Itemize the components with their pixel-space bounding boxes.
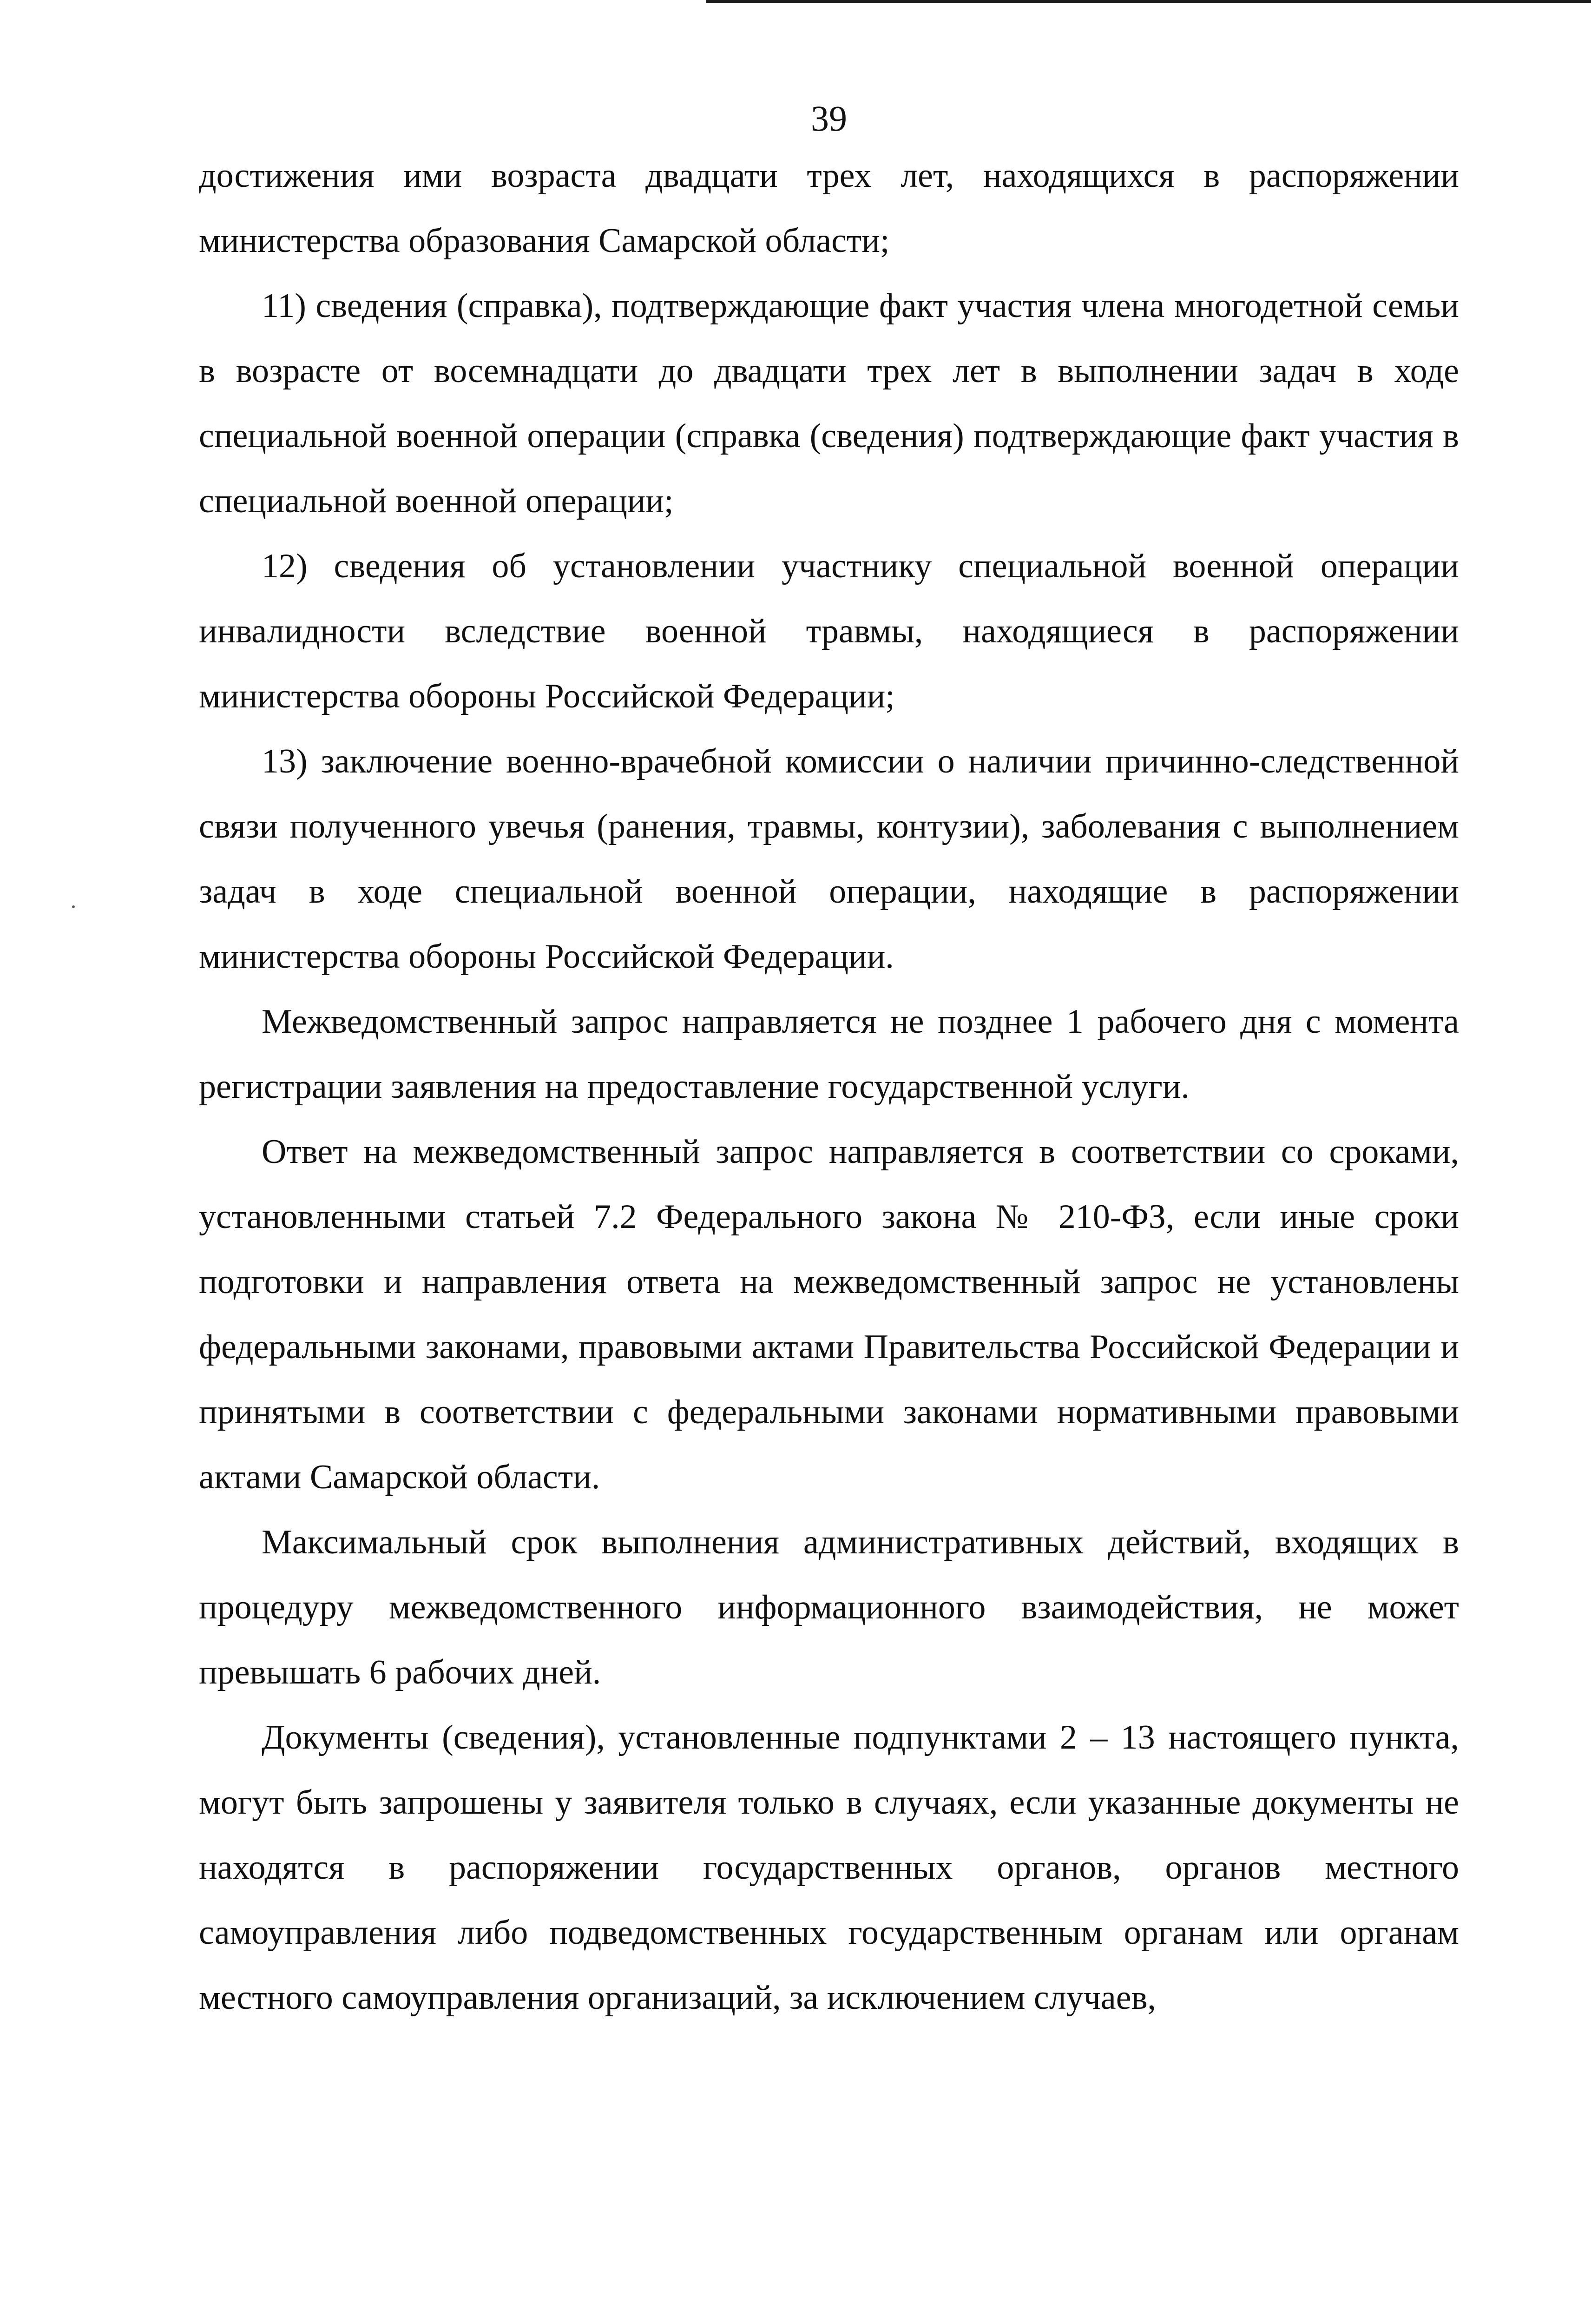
paragraph-item-11: 11) сведения (справка), подтверждающие факт участия члена многодетной семьи в возрасте от восемнадцати до двадцати трех лет в выполнении задач в ходе специальной военной операции (справка (сведения) подтверждающие факт участия в специальной военной операции;	[199, 287, 1459, 520]
document-page	[199, 98, 1459, 2030]
paragraph-documents: Документы (сведения), установленные подпунктами 2 – 13 настоящего пункта, могут быть запрошены у заявителя только в случаях, если указанные документы не находятся в распоряжении государственных органов, органов местного самоуправления либо подведомственных государственным органам или органам местного самоуправления организаций, за исключением случаев,	[199, 1718, 1459, 2017]
scan-edge	[706, 0, 1591, 3]
scan-artifact-dot	[72, 905, 75, 908]
page-number: 39	[811, 98, 847, 139]
paragraph-item-12: 12) сведения об установлении участнику специальной военной операции инвалидности вследствие военной травмы, находящиеся в распоряжении министерства обороны Российской Федерации;	[199, 547, 1459, 715]
paragraph-continuation: достижения ими возраста двадцати трех лет, находящихся в распоряжении министерства образования Самарской области;	[199, 157, 1459, 260]
paragraph-max-term: Максимальный срок выполнения административных действий, входящих в процедуру межведомственного информационного взаимодействия, не может превышать 6 рабочих дней.	[199, 1523, 1459, 1691]
paragraph-item-13: 13) заключение военно-врачебной комиссии о наличии причинно-следственной связи полученного увечья (ранения, травмы, контузии), заболевания с выполнением задач в ходе специальной военной операции, находящие в распоряжении министерства обороны Российской Федерации.	[199, 742, 1459, 976]
paragraph-response-terms: Ответ на межведомственный запрос направляется в соответствии со сроками, установленными статьей 7.2 Федерального закона № 210-ФЗ, если иные сроки подготовки и направления ответа на межведомственный запрос не установлены федеральными законами, правовыми актами Правительства Российской Федерации и принятыми в соответствии с федеральными законами нормативными правовыми актами Самарской области.	[199, 1133, 1459, 1496]
paragraph-request-deadline: Межведомственный запрос направляется не позднее 1 рабочего дня с момента регистрации заявления на предоставление государственной услуги.	[199, 1003, 1459, 1106]
